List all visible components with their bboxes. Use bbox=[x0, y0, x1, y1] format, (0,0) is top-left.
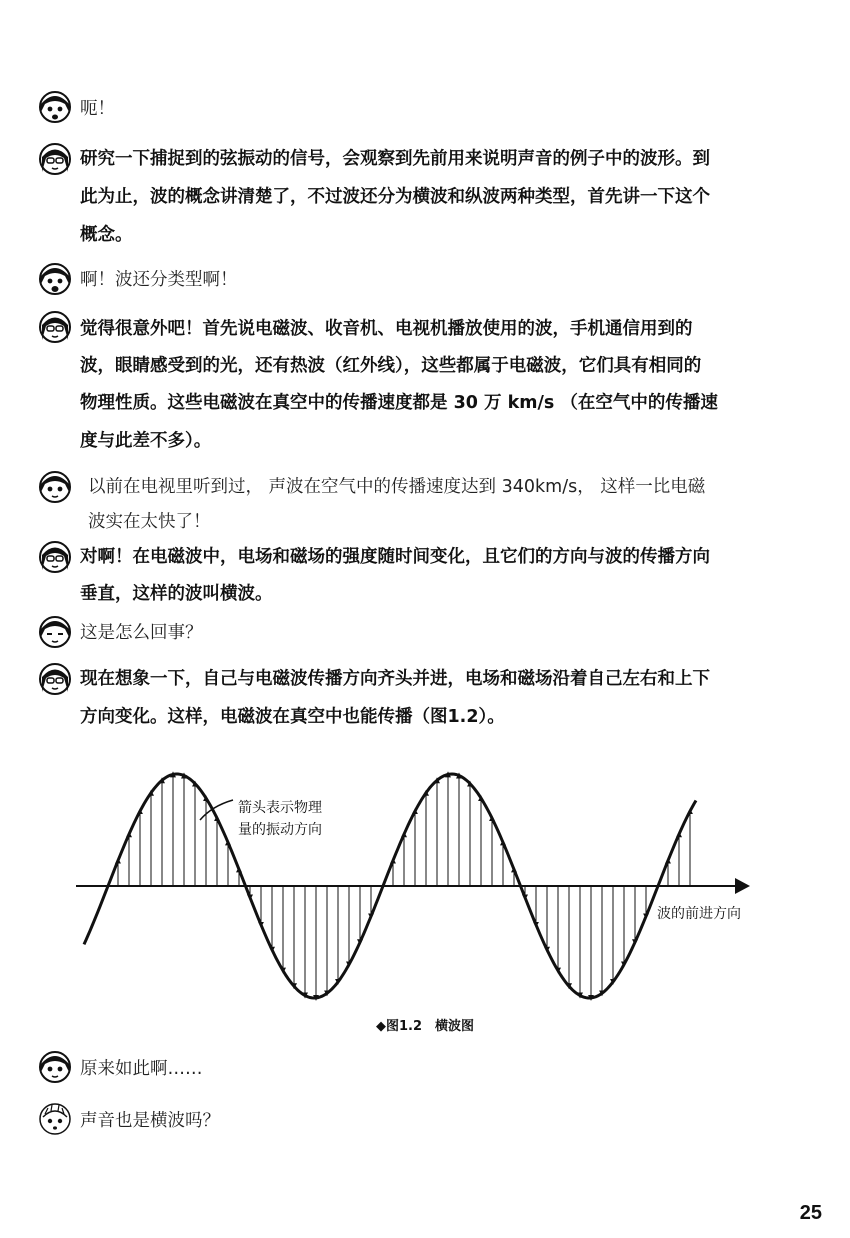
character-avatar-icon bbox=[38, 1050, 72, 1084]
character-avatar-icon bbox=[38, 142, 72, 176]
character-avatar-icon bbox=[38, 615, 72, 649]
dialogue-line: 波，眼睛感受到的光，还有热波（红外线），这些都属于电磁波，它们具有相同的 bbox=[80, 356, 702, 376]
transverse-wave-figure bbox=[0, 760, 850, 1010]
dialogue-line: 呃！ bbox=[80, 99, 115, 119]
annotation-text: 箭头表示物理 bbox=[238, 800, 322, 816]
dialogue-line: 波实在太快了！ bbox=[88, 512, 211, 532]
dialogue-line: 对啊！在电磁波中，电场和磁场的强度随时间变化，且它们的方向与波的传播方向 bbox=[80, 547, 710, 567]
dialogue-line: 垂直，这样的波叫横波。 bbox=[80, 584, 273, 604]
dialogue-line: 研究一下捕捉到的弦振动的信号，会观察到先前用来说明声音的例子中的波形。到 bbox=[80, 149, 710, 169]
dialogue-line: 这是怎么回事？ bbox=[80, 623, 203, 643]
character-avatar-icon bbox=[38, 470, 72, 504]
dialogue-line: 觉得很意外吧！首先说电磁波、收音机、电视机播放使用的波，手机通信用到的 bbox=[80, 319, 693, 339]
character-avatar-icon bbox=[38, 310, 72, 344]
page-number: 25 bbox=[799, 1202, 822, 1224]
dialogue-line: 以前在电视里听到过， 声波在空气中的传播速度达到 340km/s， 这样一比电磁 bbox=[88, 477, 706, 497]
dialogue-line: 度与此差不多）。 bbox=[80, 431, 212, 451]
character-avatar-icon bbox=[38, 540, 72, 574]
dialogue-line: 物理性质。这些电磁波在真空中的传播速度都是 30 万 km/s （在空气中的传播速 bbox=[80, 393, 718, 413]
dialogue-line: 原来如此啊…… bbox=[80, 1059, 203, 1079]
character-avatar-icon bbox=[38, 662, 72, 696]
axis-arrow-icon bbox=[735, 878, 750, 894]
figure-caption: ◆图1.2 横波图 bbox=[375, 1019, 475, 1034]
dialogue-line: 概念。 bbox=[80, 225, 133, 245]
dialogue-line: 声音也是横波吗？ bbox=[80, 1111, 220, 1131]
character-avatar-icon bbox=[38, 262, 72, 296]
dialogue-line: 啊！波还分类型啊！ bbox=[80, 270, 238, 290]
annotation-text: 量的振动方向 bbox=[238, 822, 322, 838]
character-avatar-icon bbox=[38, 90, 72, 124]
dialogue-line: 此为止，波的概念讲清楚了，不过波还分为横波和纵波两种类型，首先讲一下这个 bbox=[80, 187, 710, 207]
axis-label: 波的前进方向 bbox=[657, 906, 741, 922]
dialogue-line: 现在想象一下，自己与电磁波传播方向齐头并进，电场和磁场沿着自己左右和上下 bbox=[80, 669, 710, 689]
character-avatar-icon bbox=[38, 1102, 72, 1136]
dialogue-line: 方向变化。这样，电磁波在真空中也能传播（图1.2）。 bbox=[80, 707, 505, 727]
